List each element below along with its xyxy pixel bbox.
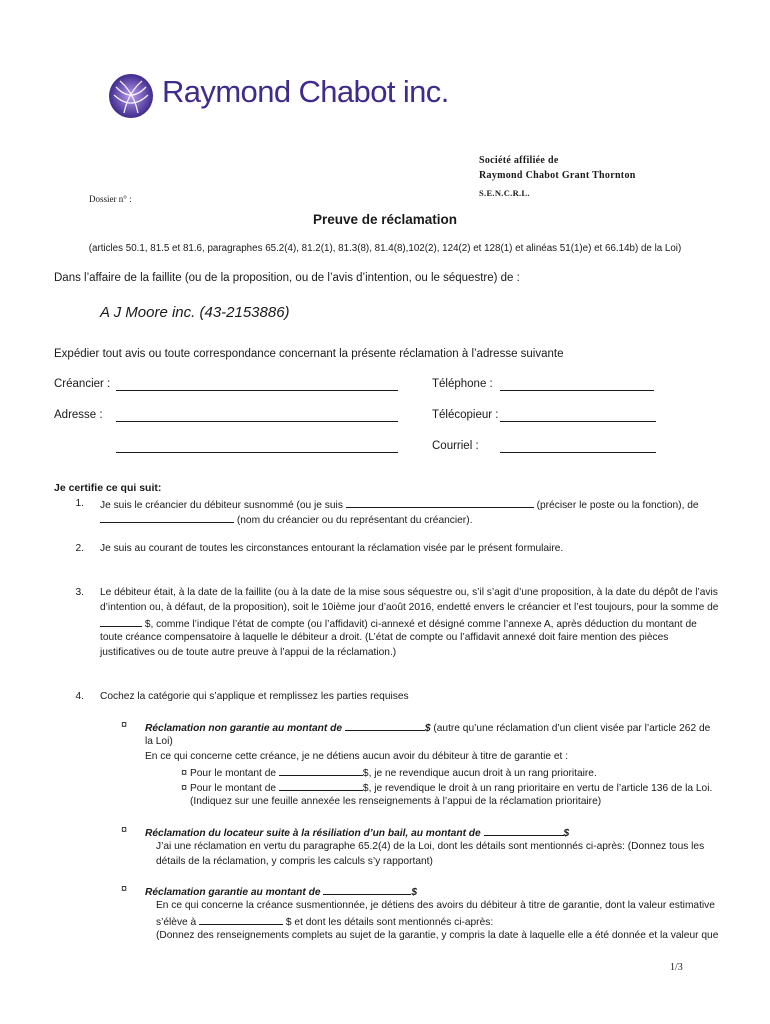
- articles-reference: (articles 50.1, 81.5 et 81.6, paragraphes 65.2(4), 81.2(1), 81.3(8), 81.4(8),102(2), 124(2) et 128(1) et alinéas 51(1)e) et 66.14b) de la Loi): [88, 243, 682, 254]
- unsecured-claim-amount-field[interactable]: [345, 719, 425, 731]
- creancier-field[interactable]: [116, 379, 398, 391]
- item-2-number: 2.: [75, 543, 84, 554]
- page-number: 1/3: [670, 962, 683, 973]
- item-3-amount-field[interactable]: [100, 615, 142, 627]
- item-1-position-field[interactable]: [346, 496, 534, 508]
- affiliation-line-3: S.E.N.C.R.L.: [479, 188, 530, 198]
- adresse-field-1[interactable]: [116, 410, 398, 422]
- adresse-label: Adresse :: [54, 409, 103, 421]
- item-3-line-5: justificatives ou de toute autre preuve à l’appui de la réclamation.): [100, 647, 397, 658]
- secured-claim-line-4: (Donnez des renseignements complets au sujet de la garantie, y compris la date à laquelle elle a été donnée et la valeur que: [156, 930, 719, 941]
- certify-heading: Je certifie ce qui suit:: [54, 482, 162, 494]
- item-4-number: 4.: [75, 691, 84, 702]
- secured-claim-line-2: En ce qui concerne la créance susmentionnée, je détiens des avoirs du débiteur à titre de garantie, dont la valeur estimative: [156, 900, 715, 911]
- item-1-text-c: (nom du créancier ou du représentant du créancier).: [236, 515, 473, 526]
- checkbox-secured-claim[interactable]: ¤: [121, 883, 128, 895]
- item-2-text: Je suis au courant de toutes les circonstances entourant la réclamation visée par le présent formulaire.: [100, 543, 564, 554]
- company-logo-text: Raymond Chabot inc.: [162, 74, 449, 109]
- item-1-text-line2: [100, 511, 472, 529]
- secured-claim-line-3-b: $ et dont les détails sont mentionnés ci-après:: [285, 917, 494, 928]
- item-3-line-1: Le débiteur était, à la date de la faillite (ou à la date de la mise sous séquestre ou, s’il s’agit d’une proposition, à la date du dépôt de l’avis: [100, 587, 718, 598]
- secured-claim-dollar: $: [411, 887, 418, 898]
- no-priority-amount-field[interactable]: [279, 764, 363, 776]
- secured-claim-title: Réclamation garantie au montant de: [145, 887, 321, 898]
- secured-value-field[interactable]: [199, 913, 283, 925]
- telecopieur-field[interactable]: [500, 410, 656, 422]
- unsecured-claim-line-2: la Loi): [145, 736, 173, 747]
- unsecured-claim-line-3: En ce qui concerne cette créance, je ne détiens aucun avoir du débiteur à titre de garantie et :: [145, 751, 569, 762]
- item-1-text-a: Je suis le créancier du débiteur susnommé (ou je suis: [100, 500, 343, 511]
- courriel-field[interactable]: [500, 441, 656, 453]
- unsecured-claim-line-1: [145, 719, 710, 737]
- item-4-text: Cochez la catégorie qui s’applique et remplissez les parties requises: [100, 691, 409, 702]
- affaire-text: Dans l’affaire de la faillite (ou de la proposition, ou de l’avis d’intention, ou le séquestre) de :: [54, 272, 520, 284]
- secured-claim-amount-field[interactable]: [323, 883, 411, 895]
- landlord-claim-line-2: J’ai une réclamation en vertu du paragraphe 65.2(4) de la Loi, dont les détails sont mentionnés ci-après: (Donnez tous les: [156, 841, 705, 852]
- landlord-claim-amount-field[interactable]: [484, 824, 564, 836]
- checkbox-priority[interactable]: ¤: [181, 782, 188, 794]
- checkbox-unsecured-claim[interactable]: ¤: [121, 719, 128, 731]
- checkbox-landlord-claim[interactable]: ¤: [121, 824, 128, 836]
- debtor-name: A J Moore inc. (43-2153886): [100, 304, 290, 321]
- landlord-claim-line-3: détails de la réclamation, y compris les calculs s’y rapportant): [156, 856, 433, 867]
- unsecured-option-2-note: (Indiquez sur une feuille annexée les renseignements à l’appui de la réclamation prioritaire): [190, 796, 602, 807]
- landlord-claim-dollar: $: [563, 828, 570, 839]
- dossier-label: Dossier n° :: [89, 194, 132, 204]
- adresse-field-2[interactable]: [116, 441, 398, 453]
- telecopieur-label: Télécopieur :: [432, 409, 499, 421]
- secured-claim-line-3-a: s’élève à: [156, 917, 197, 928]
- item-3-line-4: toute créance compensatoire à laquelle le débiteur a droit. (L’état de compte ou l’affidavit annexé doit faire mention des pièces: [100, 632, 669, 643]
- affiliation-line-2: Raymond Chabot Grant Thornton: [479, 170, 636, 181]
- checkbox-no-priority[interactable]: ¤: [181, 767, 188, 779]
- unsecured-option-2-text-a: Pour le montant de: [189, 783, 277, 794]
- company-logo-icon: [108, 73, 154, 119]
- creancier-label: Créancier :: [54, 378, 111, 390]
- item-1-number: 1.: [75, 498, 84, 509]
- telephone-field[interactable]: [500, 379, 654, 391]
- item-1-creditor-name-field[interactable]: [100, 511, 234, 523]
- item-1-text-b: (préciser le poste ou la fonction), de: [536, 500, 699, 511]
- priority-amount-field[interactable]: [279, 779, 363, 791]
- affiliation-line-1: Société affiliée de: [479, 155, 559, 166]
- unsecured-option-2-text-b: $, je revendique le droit à un rang prioritaire en vertu de l’article 136 de la Loi.: [362, 783, 713, 794]
- landlord-claim-title: Réclamation du locateur suite à la résiliation d’un bail, au montant de: [145, 828, 481, 839]
- page-title: Preuve de réclamation: [312, 212, 458, 227]
- unsecured-claim-rest: (autre qu’une réclamation d’un client visée par l’article 262 de: [433, 723, 711, 734]
- unsecured-claim-title: Réclamation non garantie au montant de: [145, 723, 342, 734]
- item-3-number: 3.: [75, 587, 84, 598]
- item-3-line-2: d’intention ou, à défaut, de la proposition), soit le 10ième jour d’août 2016, endetté envers le créancier et l’est toujours, pour la somme de: [100, 602, 719, 613]
- unsecured-option-1-text-a: Pour le montant de: [189, 768, 277, 779]
- unsecured-option-1-text-b: $, je ne revendique aucun droit à un rang prioritaire.: [362, 768, 597, 779]
- send-to-text: Expédier tout avis ou toute correspondance concernant la présente réclamation à l’adresse suivante: [54, 348, 564, 360]
- unsecured-claim-dollar: $: [424, 723, 431, 734]
- courriel-label: Courriel :: [432, 440, 479, 452]
- item-3-line-3-text: $, comme l’indique l’état de compte (ou l’affidavit) ci-annexé et désigné comme l’annexe A, après déduction du montant de: [144, 619, 697, 630]
- telephone-label: Téléphone :: [432, 378, 493, 390]
